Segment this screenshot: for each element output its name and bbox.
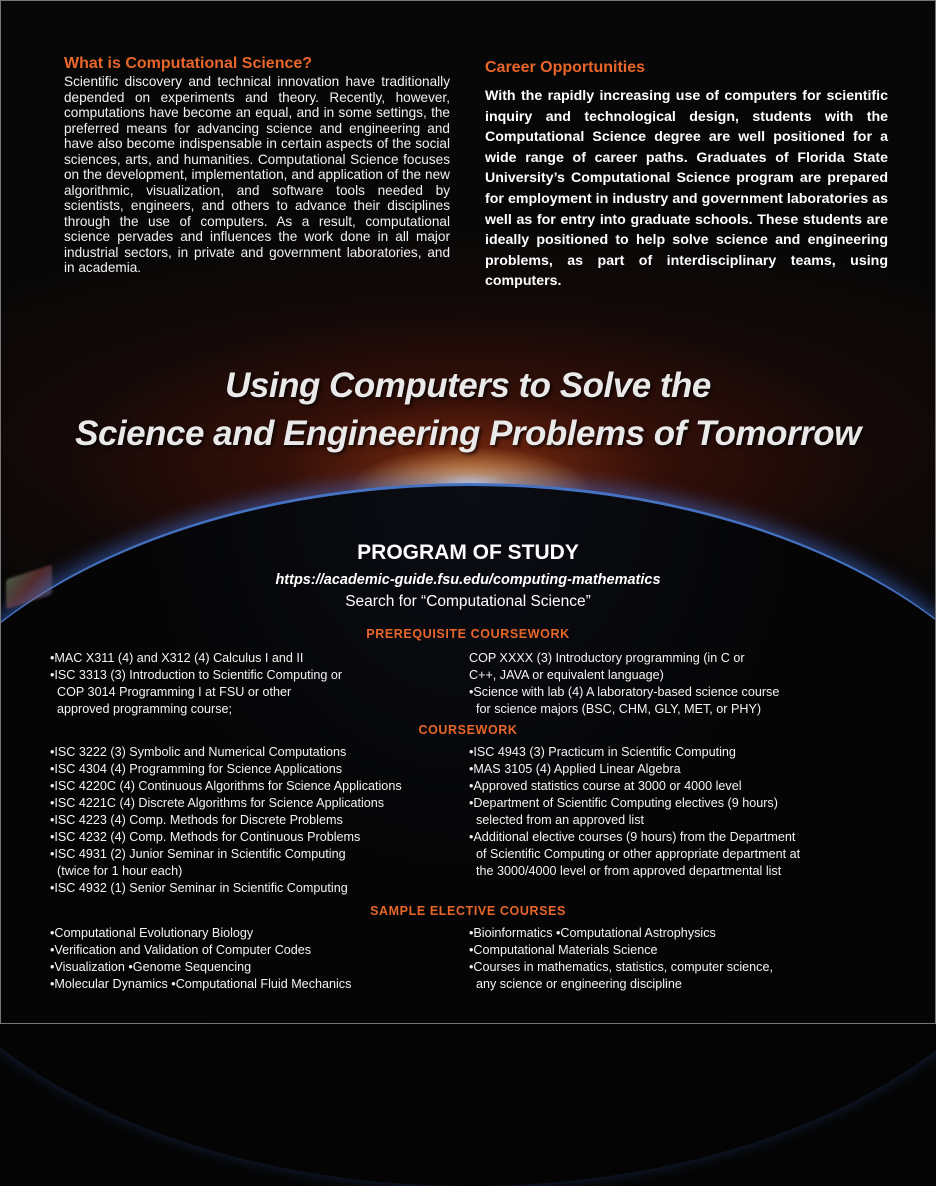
list-item: •ISC 4943 (3) Practicum in Scientific Computing (469, 745, 736, 759)
banner-title-line-2: Science and Engineering Problems of Tomorrow (75, 414, 861, 453)
list-item: any science or engineering discipline (469, 977, 682, 991)
list-item: •Courses in mathematics, statistics, computer science, (469, 960, 773, 974)
list-item: •Computational Evolutionary Biology (50, 926, 254, 940)
banner-title-line-1: Using Computers to Solve the (225, 366, 711, 405)
list-item: •Visualization •Genome Sequencing (50, 960, 252, 974)
career-heading: Career Opportunities (485, 59, 646, 76)
electives-list-left (50, 925, 450, 993)
what-is-section (64, 54, 450, 276)
list-item: •ISC 4220C (4) Continuous Algorithms for Science Applications (50, 779, 402, 793)
list-item: •MAC X311 (4) and X312 (4) Calculus I and II (50, 651, 304, 665)
coursework-list-left (50, 744, 460, 897)
list-item: •ISC 4232 (4) Comp. Methods for Continuous Problems (50, 830, 361, 844)
list-item: (twice for 1 hour each) (50, 864, 183, 878)
list-item: •ISC 3222 (3) Symbolic and Numerical Computations (50, 745, 347, 759)
list-item: •ISC 4304 (4) Programming for Science Applications (50, 762, 343, 776)
prerequisite-list-left (50, 650, 450, 718)
program-search-hint: Search for “Computational Science” (345, 593, 591, 610)
list-item: COP 3014 Programming I at FSU or other (50, 685, 292, 699)
what-is-heading: What is Computational Science? (64, 55, 313, 72)
list-item: •Additional elective courses (9 hours) from the Department (469, 830, 796, 844)
list-item: for science majors (BSC, CHM, GLY, MET, or PHY) (469, 702, 762, 716)
list-item: •Computational Materials Science (469, 943, 658, 957)
list-item: •ISC 4223 (4) Comp. Methods for Discrete Problems (50, 813, 343, 827)
list-item: •Bioinformatics •Computational Astrophysics (469, 926, 716, 940)
career-body: With the rapidly increasing use of computers for scientific inquiry and technological design, students with the Computational Science degree are well positioned for a wide range of career paths. Graduates of Florida State University’s Computational Science program are prepared for employment in industry and government laboratories as well as for entry into graduate schools. These students are ideally positioned to help solve science and engineering problems, as part of interdisciplinary teams, using computers. (485, 88, 888, 290)
list-item: •Department of Scientific Computing electives (9 hours) (469, 796, 778, 810)
list-item: •ISC 4931 (2) Junior Seminar in Scientific Computing (50, 847, 346, 861)
list-item: of Scientific Computing or other appropriate department at (469, 847, 801, 861)
list-item: approved programming course; (50, 702, 233, 716)
program-title: PROGRAM OF STUDY (357, 541, 579, 564)
what-is-body: Scientific discovery and technical innovation have traditionally depended on experiments and theory. Recently, however, computations have become an equal, and in some settings, the preferred means for advancing science and engineering and have also become indispensable in certain aspects of the social sciences, arts, and humanities. Computational Science focuses on the development, implementation, and application of the new algorithmic, visualization, and software tools needed by scientists, engineers, and others to advance their disciplines through the use of computers. As a result, computational science pervades and influences the work done in all major industrial sectors, in private and government laboratories, and in academia. (64, 74, 450, 275)
electives-list-right (469, 925, 889, 993)
list-item: •ISC 4932 (1) Senior Seminar in Scientific Computing (50, 881, 348, 895)
list-item: •Approved statistics course at 3000 or 4000 level (469, 779, 742, 793)
prerequisite-list-right (469, 650, 889, 718)
coursework-heading: COURSEWORK (418, 723, 518, 737)
list-item: COP XXXX (3) Introductory programming (in C or (469, 651, 745, 665)
prerequisite-heading: PREREQUISITE COURSEWORK (366, 627, 570, 641)
electives-heading: SAMPLE ELECTIVE COURSES (370, 904, 566, 918)
list-item: the 3000/4000 level or from approved departmental list (469, 864, 782, 878)
list-item: •MAS 3105 (4) Applied Linear Algebra (469, 762, 681, 776)
list-item: selected from an approved list (469, 813, 645, 827)
list-item: •ISC 4221C (4) Discrete Algorithms for Science Applications (50, 796, 385, 810)
coursework-list-right (469, 744, 889, 880)
career-section (485, 54, 888, 292)
list-item: •ISC 3313 (3) Introduction to Scientific Computing or (50, 668, 343, 682)
list-item: •Molecular Dynamics •Computational Fluid Mechanics (50, 977, 352, 991)
list-item: •Verification and Validation of Computer Codes (50, 943, 312, 957)
list-item: •Science with lab (4) A laboratory-based science course (469, 685, 780, 699)
program-url-link[interactable]: https://academic-guide.fsu.edu/computing-mathematics (275, 572, 661, 588)
list-item: C++, JAVA or equivalent language) (469, 668, 664, 682)
